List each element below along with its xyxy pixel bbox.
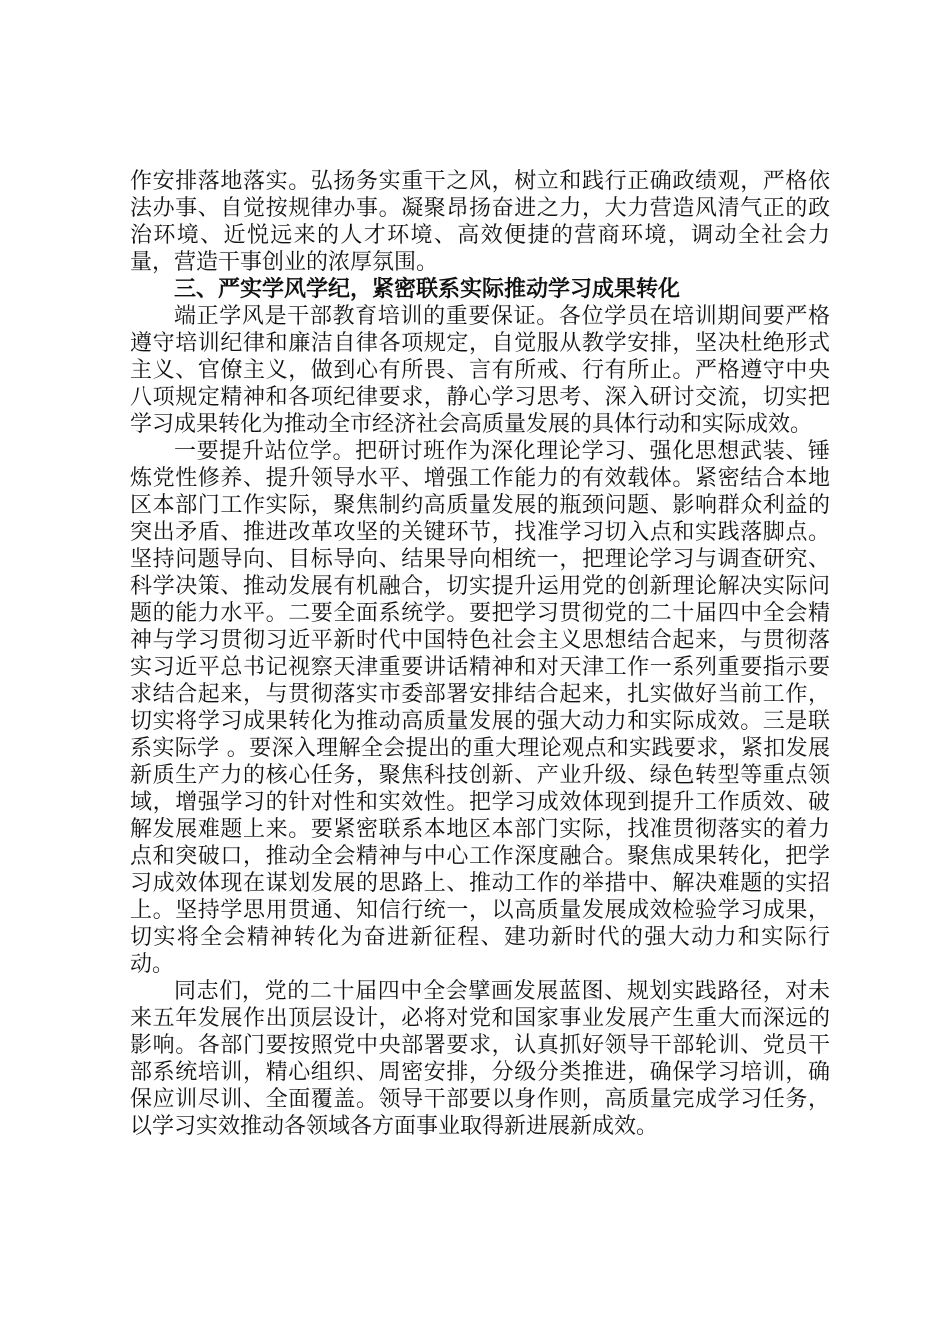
paragraph-study-methods: 一要提升站位学。把研讨班作为深化理论学习、强化思想武装、锤炼党性修养、提升领导水平、增强工作能力的有效载体。紧密结合本地区本部门工作实际，聚焦制约高质量发展的瓶颈问题、影响群众利益的突出矛盾、推进改革攻坚的关键环节，找准学习切入点和实践落脚点。坚持问题导向、目标导向、结果导向相统一，把理论学习与调查研究、科学决策、推动发展有机融合，切实提升运用党的创新理论解决实际问题的能力水平。二要全面系统学。要把学习贯彻党的二十届四中全会精神与学习贯彻习近平新时代中国特色社会主义思想结合起来，与贯彻落实习近平总书记视察天津重要讲话精神和对天津工作一系列重要指示要求结合起来，与贯彻落实市委部署安排结合起来，扎实做好当前工作，切实将学习成果转化为推动高质量发展的强大动力和实际成效。三是联系实际学 。要深入理解全会提出的重大理论观点和实践要求，紧扣发展新质生产力的核心任务，聚焦科技创新、产业升级、绿色转型等重点领域，增强学习的针对性和实效性。把学习成效体现到提升工作质效、破解发展难题上来。要紧密联系本地区本部门实际，找准贯彻落实的着力点和突破口，推动全会精神与中心工作深度融合。聚焦成果转化，把学习成效体现在谋划发展的思路上、推动工作的举措中、解决难题的实招上。坚持学思用贯通、知信行统一，以高质量发展成效检验学习成果，切实将全会精神转化为奋进新征程、建功新时代的强大动力和实际行动。	[130, 439, 830, 977]
paragraph-continued: 作安排落地落实。弘扬务实重干之风，树立和践行正确政绩观，严格依法办事、自觉按规律办事。凝聚昂扬奋进之力，大力营造风清气正的政治环境、近悦远来的人才环境、高效便捷的营商环境，调动全社会力量，营造干事创业的浓厚氛围。	[130, 169, 830, 275]
document-body	[130, 168, 830, 1140]
paragraph-closing: 同志们，党的二十届四中全会擘画发展蓝图、规划实践路径，对未来五年发展作出顶层设计，必将对党和国家事业发展产生重大而深远的影响。各部门要按照党中央部署要求，认真抓好领导干部轮训、党员干部系统培训，精心组织、周密安排，分级分类推进，确保学习培训，确保应训尽训、全面覆盖。领导干部要以身作则，高质量完成学习任务，以学习实效推动各领域各方面事业取得新进展新成效。	[130, 979, 830, 1139]
section-heading: 三、严实学风学纪，紧密联系实际推动学习成果转化	[174, 276, 681, 302]
paragraph-study-style: 端正学风是干部教育培训的重要保证。各位学员在培训期间要严格遵守培训纪律和廉洁自律各项规定，自觉服从教学安排，坚决杜绝形式主义、官僚主义，做到心有所畏、言有所戒、行有所止。严格遵守中央八项规定精神和各项纪律要求，静心学习思考、深入研讨交流，切实把学习成果转化为推动全市经济社会高质量发展的具体行动和实际成效。	[130, 304, 830, 437]
